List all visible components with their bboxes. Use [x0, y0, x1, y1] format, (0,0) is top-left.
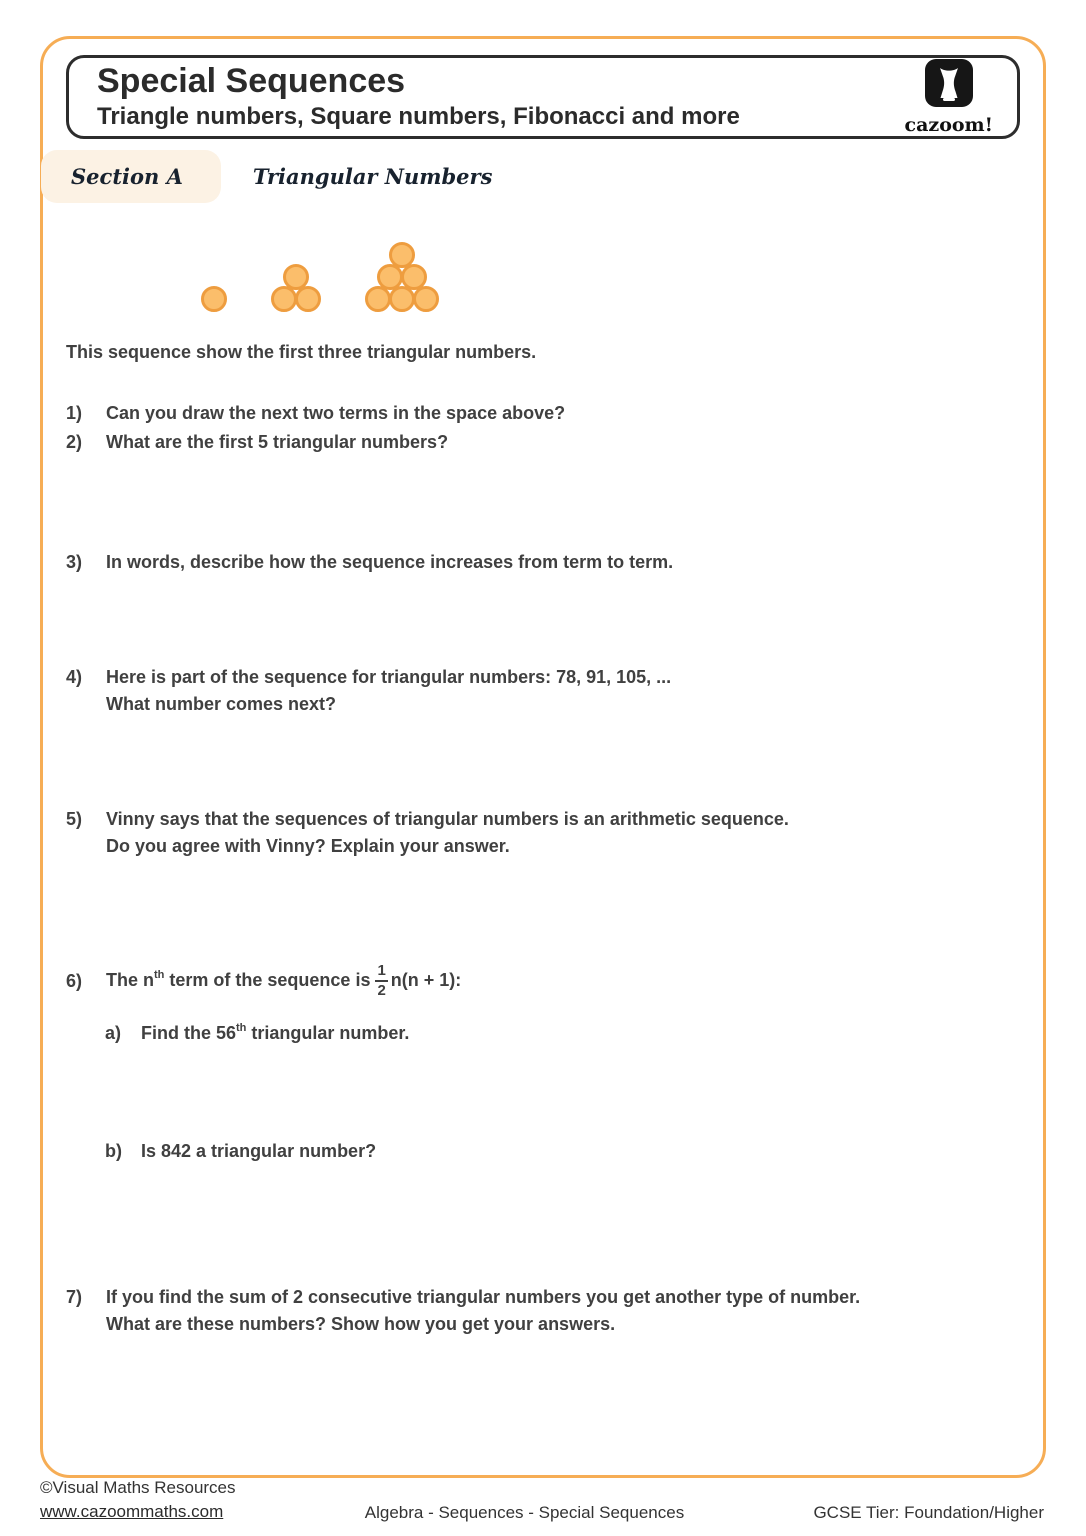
question-number: 6) — [66, 970, 83, 991]
cazoom-logo-text: cazoom! — [904, 114, 993, 136]
question-text — [106, 664, 1026, 718]
question-text — [106, 806, 1026, 860]
question-line: Do you agree with Vinny? Explain your answer. — [106, 836, 510, 856]
cazoom-logo — [905, 58, 993, 136]
circle-dot — [201, 286, 227, 312]
dot-row — [366, 286, 438, 312]
question-number: 3) — [66, 552, 83, 572]
fraction-denominator: 2 — [377, 982, 386, 999]
question-line: Vinny says that the sequences of triangular numbers is an arithmetic sequence. — [106, 809, 789, 829]
question-number: 7) — [66, 1287, 83, 1307]
question-fragment: triangular number. — [246, 1023, 410, 1043]
section-title: Triangular Numbers — [252, 164, 493, 189]
circle-dot — [295, 286, 321, 312]
question-6a — [105, 1020, 1026, 1047]
question-line: What are these numbers? Show how you get your answers. — [106, 1314, 616, 1334]
circle-dot — [389, 286, 415, 312]
question-line: Here is part of the sequence for triangular numbers: 78, 91, 105, ... — [106, 667, 672, 687]
question-number: 2) — [66, 432, 83, 452]
question-text — [106, 1284, 1026, 1338]
question-5 — [66, 806, 1026, 860]
fraction-numerator: 1 — [375, 962, 387, 982]
section-badge — [41, 150, 221, 203]
page-border-frame — [40, 36, 1046, 1478]
dot-row — [272, 286, 320, 312]
circle-dot — [365, 286, 391, 312]
question-text — [141, 1020, 1026, 1047]
page-title: Special Sequences — [97, 61, 406, 100]
question-text: Is 842 a triangular number? — [141, 1141, 377, 1161]
triangular-term — [202, 286, 226, 312]
header-titles — [97, 63, 740, 131]
section-label: Section A — [71, 164, 183, 189]
superscript-th: th — [154, 968, 165, 981]
question-fragment: Find the 56 — [141, 1023, 237, 1043]
footer — [40, 1476, 1044, 1524]
header-box — [66, 55, 1020, 139]
question-number: 1) — [66, 403, 83, 423]
question-2 — [66, 429, 1026, 456]
fraction-one-half — [375, 962, 387, 1000]
question-fragment: n(n + 1): — [390, 969, 462, 990]
section-row — [41, 150, 492, 203]
triangular-numbers-diagram — [202, 234, 438, 312]
question-4 — [66, 664, 1026, 718]
footer-left — [40, 1476, 236, 1524]
footer-category: Algebra - Sequences - Special Sequences — [364, 1502, 685, 1522]
question-7 — [66, 1284, 1026, 1338]
question-line: What number comes next? — [106, 694, 337, 714]
question-6b — [105, 1138, 1026, 1165]
intro-text: This sequence show the first three triangular numbers. — [66, 342, 537, 362]
dot-row — [202, 286, 226, 312]
footer-tier: GCSE Tier: Foundation/Higher — [813, 1502, 1044, 1522]
question-text — [106, 962, 1026, 1000]
question-line: If you find the sum of 2 consecutive triangular numbers you get another type of number. — [106, 1287, 861, 1307]
question-number: a) — [105, 1023, 122, 1043]
copyright-text: ©Visual Maths Resources — [40, 1478, 236, 1497]
superscript-th: th — [236, 1021, 247, 1034]
question-text: In words, describe how the sequence increases from term to term. — [106, 552, 674, 572]
question-6 — [66, 962, 1026, 1000]
question-number: b) — [105, 1141, 122, 1161]
circle-dot — [271, 286, 297, 312]
question-fragment: term of the sequence is — [164, 969, 371, 990]
question-text: What are the first 5 triangular numbers? — [106, 432, 449, 452]
circle-dot — [413, 286, 439, 312]
question-1 — [66, 400, 1026, 427]
website-link[interactable]: www.cazoommaths.com — [40, 1501, 224, 1521]
cazoom-logo-icon — [924, 58, 974, 113]
page-subtitle: Triangle numbers, Square numbers, Fibonacci and more — [97, 103, 740, 131]
question-number: 4) — [66, 667, 83, 687]
question-number: 5) — [66, 809, 83, 829]
question-fragment: The n — [106, 969, 154, 990]
triangular-term — [366, 242, 438, 312]
triangular-term — [272, 264, 320, 312]
question-text: Can you draw the next two terms in the space above? — [106, 403, 566, 423]
question-3 — [66, 549, 1026, 576]
